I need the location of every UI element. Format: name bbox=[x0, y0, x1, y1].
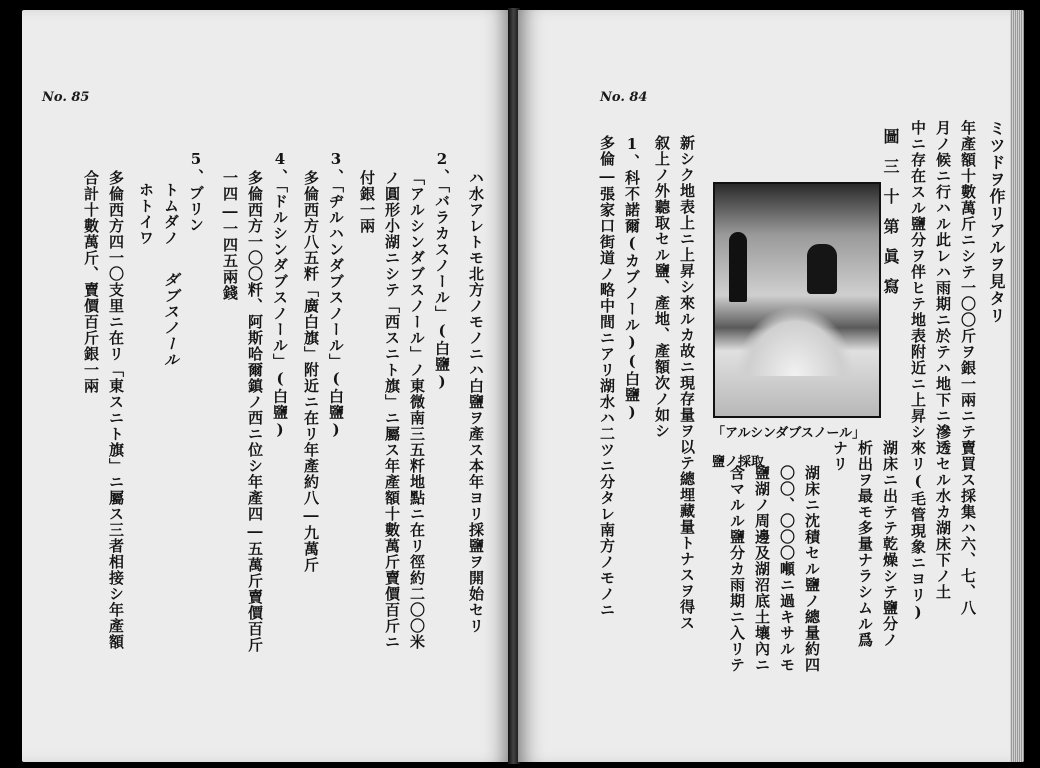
text-column: 付銀一兩 bbox=[358, 170, 376, 234]
text-column: 月ノ候ニ行ハル此レハ雨期ニ於テハ地下ニ滲透セル水カ湖床下ノ土 bbox=[934, 120, 952, 600]
text-column: ハ水アレトモ北方ノモノニハ白鹽ヲ產ス本年ヨリ採鹽ヲ開始セリ bbox=[467, 170, 485, 634]
text-column: 多倫西方一〇〇粁、阿斯哈爾鎮ノ西ニ位シ年產四―五萬斤賣價百斤 bbox=[246, 170, 264, 653]
text-column: 中ニ存在スル鹽分ヲ伴ヒテ地表附近ニ上昇シ來リ(毛管現象ニヨリ) bbox=[909, 120, 927, 622]
figure-caption-line-2: 鹽ノ採取 bbox=[712, 455, 765, 470]
text-column: 年產額十數萬斤ニシテ一〇〇斤ヲ銀一兩ニテ賣買ス採集ハ六、七、八 bbox=[959, 120, 977, 616]
salt-collection-photo bbox=[713, 182, 881, 418]
text-column: 2、「バラカスノール」(白鹽) bbox=[433, 150, 451, 392]
page-number-right: No. 84 bbox=[600, 90, 648, 105]
left-page bbox=[22, 10, 510, 762]
text-column: 湖床ニ沈積セル鹽ノ總量約四 bbox=[803, 465, 821, 673]
text-column: 5、ブリン bbox=[187, 150, 205, 233]
text-column: ナリ bbox=[831, 440, 849, 472]
text-column: ミツドヲ作リアルヲ見タリ bbox=[987, 120, 1006, 324]
text-column: 3、「ヂルハンダブスノール」(白鹽) bbox=[327, 150, 345, 440]
text-column: ノ圓形小湖ニシテ「西スニト旗」ニ屬ス年產額十數萬斤賣價百斤ニ bbox=[383, 170, 401, 650]
text-column: 〇〇、〇〇〇噸ニ過キサルモ bbox=[778, 465, 796, 673]
text-column: 新シク地表上ニ上昇シ來ルカ故ニ現存量ヲ以テ總埋藏量トナスヲ得ス bbox=[678, 135, 696, 631]
text-column: 多倫―張家口街道ノ略中間ニアリ湖水ハ二ツニ分タレ南方ノモノニ bbox=[598, 135, 616, 618]
text-column: 含マルル鹽分カ雨期ニ入リテ bbox=[728, 465, 746, 673]
page-number-left: No. 85 bbox=[42, 90, 90, 105]
text-column: 合計十數萬斤、賣價百斤銀一兩 bbox=[82, 170, 100, 394]
text-column: 一四―一四五兩錢 bbox=[221, 170, 239, 301]
figure-heading: 圖三十第眞寫 bbox=[881, 128, 900, 308]
text-column: 1、科不諾爾(カブノール)(白鹽) bbox=[623, 135, 641, 422]
right-page bbox=[518, 10, 1024, 762]
text-column: 「アルシンダブスノール」ノ東微南三五粁地點ニ在リ徑約二〇〇米 bbox=[408, 170, 426, 650]
text-column: ダブスノール bbox=[162, 272, 180, 368]
figure-caption-line-1: 「アルシンダブスノール」 bbox=[712, 426, 866, 441]
text-column: 析出ヲ最モ多量ナラシムル爲 bbox=[856, 440, 874, 648]
text-column: 多倫西方四一〇支里ニ在リ「東スニト旗」ニ屬ス三者相接シ年產額 bbox=[107, 170, 125, 650]
text-column: 叙上ノ外聽取セル鹽、產地、產額次ノ如シ bbox=[653, 135, 671, 439]
page-edge bbox=[1010, 10, 1024, 762]
text-column: 湖床ニ出テテ乾燥シテ鹽分ノ bbox=[881, 440, 899, 648]
text-column: 鹽湖ノ周邊及湖沼底土壤內ニ bbox=[753, 465, 771, 673]
text-column: 多倫西方八五粁「廣白旗」附近ニ在リ年產約八―九萬斤 bbox=[302, 170, 320, 573]
text-column: ホトイワ bbox=[137, 182, 155, 246]
text-column: トムダノ bbox=[162, 182, 180, 246]
text-column: 4、「ドルシンダブスノール」(白鹽) bbox=[271, 150, 289, 440]
